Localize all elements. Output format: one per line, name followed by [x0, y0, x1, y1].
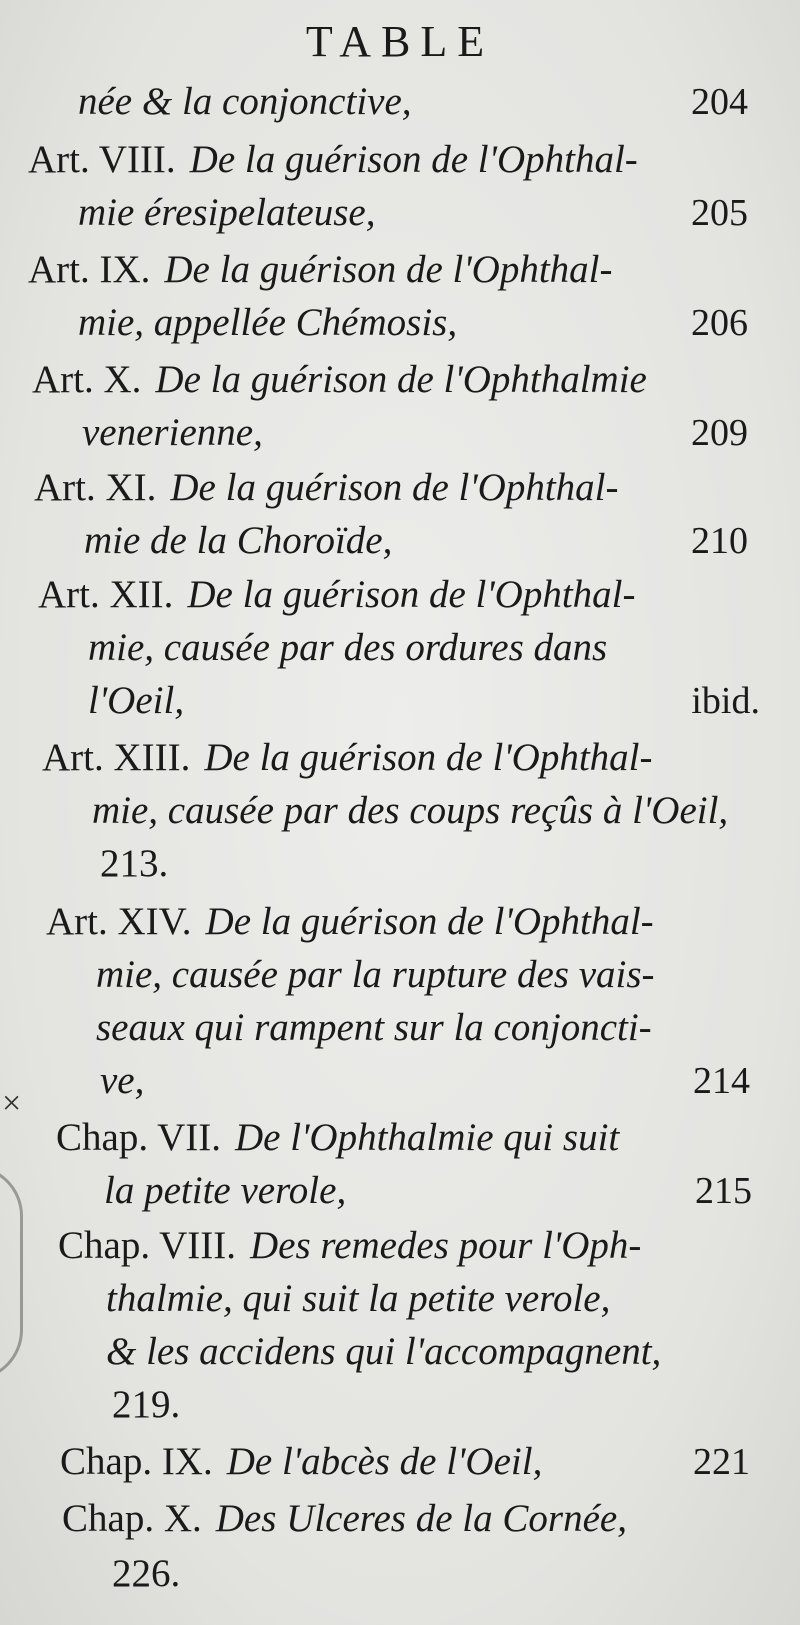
entry-3-line-0: Art. X. De la guérison de l'Ophthalmie [32, 358, 647, 401]
entry-4-line-1: mie de la Choroïde, [84, 519, 393, 562]
entry-10-page: 221 [693, 1441, 750, 1483]
entry-6-label: Art. XIII. [42, 736, 191, 779]
entry-11-line-0: Chap. X. Des Ulceres de la Cornée, [62, 1497, 627, 1540]
entry-1-page: 205 [691, 192, 748, 234]
entry-8-label: Chap. VII. [56, 1116, 222, 1159]
entry-11-label: Chap. X. [62, 1497, 202, 1540]
entry-6-line-1: mie, causée par des coups reçûs à l'Oeil, [92, 789, 729, 832]
entry-7-line-2: seaux qui rampent sur la conjoncti- [96, 1006, 652, 1049]
entry-5-line-1: mie, causée par des ordures dans [88, 626, 608, 669]
entry-7-line-0: Art. XIV. De la guérison de l'Ophthal- [46, 900, 654, 943]
entry-9-line-3: 219. [112, 1383, 181, 1426]
entry-9-label: Chap. VIII. [58, 1224, 236, 1267]
entry-4-page: 210 [691, 520, 748, 562]
entry-9-line-1: thalmie, qui suit la petite verole, [106, 1277, 611, 1320]
entry-3-page: 209 [691, 412, 748, 454]
entry-9-line-2: & les accidens qui l'accompagnent, [106, 1330, 662, 1373]
entry-5-label: Art. XII. [38, 573, 174, 616]
entry-1-line-0: Art. VIII. De la guérison de l'Ophthal- [28, 138, 638, 181]
entry-11-line-1: 226. [112, 1552, 181, 1595]
entry-1-line-1: mie éresipelateuse, [78, 191, 376, 234]
page-edge-stain [0, 1165, 23, 1381]
entry-6-line-0: Art. XIII. De la guérison de l'Ophthal- [42, 736, 653, 779]
entry-7-line-3: ve, [100, 1059, 145, 1102]
entry-7-label: Art. XIV. [46, 900, 192, 943]
entry-2-label: Art. IX. [28, 248, 151, 291]
entry-4-line-0: Art. XI. De la guérison de l'Ophthal- [34, 466, 619, 509]
entry-8-line-1: la petite verole, [104, 1169, 347, 1212]
entry-10-label: Chap. IX. [60, 1440, 213, 1483]
entry-0-page: 204 [691, 81, 748, 123]
entry-6-line-2: 213. [100, 842, 169, 885]
entry-2-page: 206 [691, 302, 748, 344]
entry-0-line-0: née & la conjonctive, [78, 80, 412, 123]
entry-7-page: 214 [693, 1060, 750, 1102]
entry-2-line-1: mie, appellée Chémosis, [78, 301, 458, 344]
entry-3-line-1: venerienne, [82, 411, 263, 454]
margin-mark: × [2, 1085, 22, 1122]
entry-4-label: Art. XI. [34, 466, 157, 509]
entry-7-line-1: mie, causée par la rupture des vais- [96, 953, 655, 996]
entry-1-label: Art. VIII. [28, 138, 176, 181]
entry-10-line-0: Chap. IX. De l'abcès de l'Oeil, [60, 1440, 543, 1483]
entry-9-line-0: Chap. VIII. Des remedes pour l'Oph- [58, 1224, 642, 1267]
entry-2-line-0: Art. IX. De la guérison de l'Ophthal- [28, 248, 613, 291]
entry-8-page: 215 [695, 1170, 752, 1212]
entry-5-line-2: l'Oeil, [88, 679, 185, 722]
entry-8-line-0: Chap. VII. De l'Ophthalmie qui suit [56, 1116, 620, 1159]
entry-5-line-0: Art. XII. De la guérison de l'Ophthal- [38, 573, 636, 616]
entry-5-page: ibid. [691, 680, 760, 722]
entry-3-label: Art. X. [32, 358, 142, 401]
running-head: TABLE [305, 17, 495, 66]
